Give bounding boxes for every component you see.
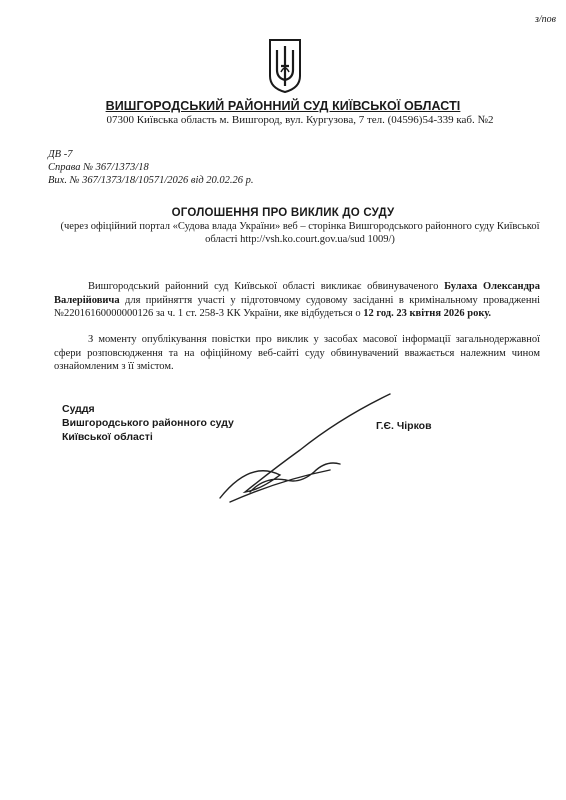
notice-paragraph-2: З моменту опублікування повістки про виклик у засобах масової інформації загальнодержавної сфери розповсюдження та на офіційному веб-сайті суду обвинувачений вважається належним чином ознайомленим з її змістом. (54, 334, 540, 372)
notice-paragraph-1 (54, 280, 540, 321)
doc-code: ДВ -7 (48, 149, 73, 160)
case-number: Справа № 367/1373/18 (48, 162, 149, 173)
corner-note: з/пов (534, 14, 556, 25)
signature-court: Вишгородського районного суду (62, 417, 234, 429)
signature-region: Київської області (62, 431, 153, 443)
p1-start: Вишгородський районний суд Київської області викликає обвинуваченого (88, 281, 445, 292)
signature-title: Суддя (62, 403, 95, 415)
outgoing-number: Вих. № 367/1373/18/10571/2026 від 20.02.26 р. (48, 175, 254, 186)
coat-of-arms-icon (267, 36, 303, 94)
handwritten-signature (190, 380, 420, 520)
hearing-datetime: 12 год. 23 квітня 2026 року. (363, 308, 492, 319)
notice-title: ОГОЛОШЕННЯ ПРО ВИКЛИК ДО СУДУ (171, 207, 395, 219)
court-address: 07300 Київська область м. Вишгород, вул. Кургузова, 7 тел. (04596)54-339 каб. №2 (106, 114, 494, 126)
p1-middle: для прийняття участі у підготовчому судовому засіданні в кримінальному провадженні №22016160000000126 за ч. 1 ст. 258-3 КК України, яке відбудеться о (54, 294, 540, 319)
defendant-name: Булаха Олександра Валерійовича (54, 281, 540, 306)
notice-subtitle: (через офіційний портал «Судова влада України» веб – сторінка Вишгородського районного суду Київської області http://vsh.ko.court.gov.ua/sud 1009/) (60, 221, 540, 245)
judge-name: Г.Є. Чірков (376, 420, 432, 432)
court-name: ВИШГОРОДСЬКИЙ РАЙОННИЙ СУД КИЇВСЬКОЇ ОБЛАСТІ (105, 99, 461, 113)
